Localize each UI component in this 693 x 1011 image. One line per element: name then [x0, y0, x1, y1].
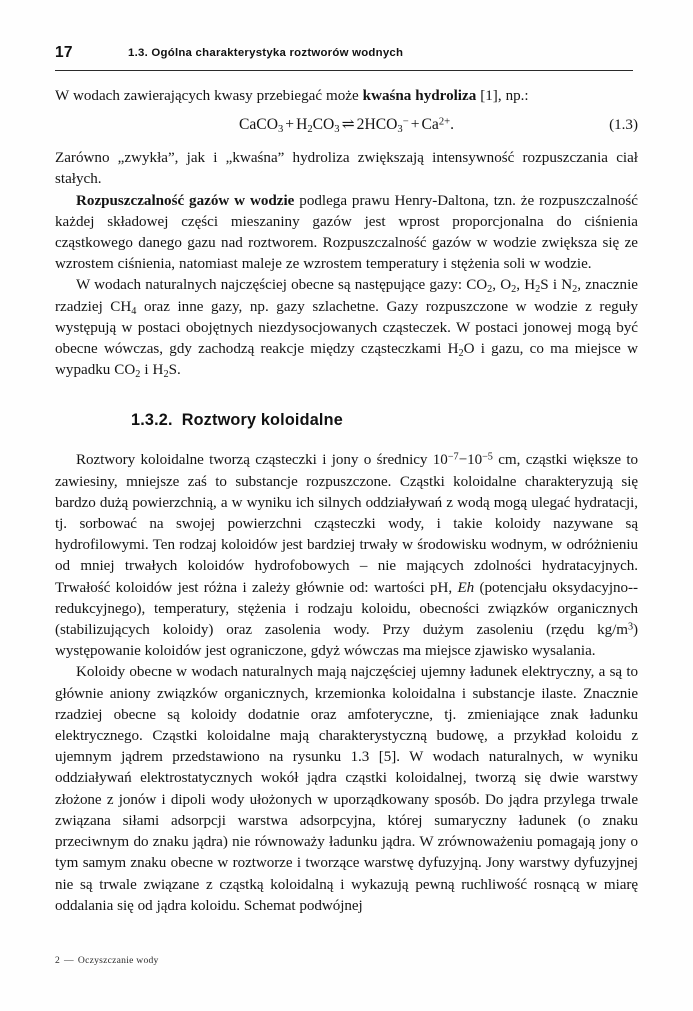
equation-number: (1.3)	[609, 117, 638, 134]
eq-hco3-sub: 3	[397, 124, 403, 136]
para-4-c: , H	[516, 277, 536, 294]
variable-eh: Eh	[457, 579, 475, 596]
eq-h2co3-sub-b: 3	[334, 124, 340, 136]
para-4-f: oraz inne gazy, np. gazy szlachetne. Gazy rozpuszczone w wodzie z reguły występują w postaci obojętnych niezdysocjowanych cząsteczek. W postaci jonowej mogą być obecne wówczas, gdy zachodzą reakcje między cząsteczkami H	[55, 298, 638, 358]
paragraph-acid-hydrolysis	[55, 86, 638, 107]
para-1-tail: [1], np.:	[476, 88, 529, 104]
co2-sub-2: 2	[135, 369, 141, 381]
section-heading-wrapper	[55, 411, 638, 430]
h2s-sub-2: 2	[163, 369, 169, 381]
colloid-b: 10	[467, 452, 483, 469]
para-1-lead: W wodach zawierających kwasy przebiegać może	[55, 88, 363, 104]
para-4-b: , O	[492, 277, 512, 294]
signature-title: Oczyszczanie wody	[77, 955, 159, 966]
running-head-title: 1.3. Ogólna charakterystyka roztworów wodnych	[128, 47, 404, 59]
eq-h2co3-h: H	[296, 116, 308, 134]
header-rule	[55, 70, 633, 71]
h2s-sub: 2	[535, 284, 541, 296]
eq-plus-1: +	[285, 116, 295, 134]
eq-ca-charge: 2+	[438, 116, 451, 128]
o2-sub: 2	[511, 284, 517, 296]
para-4-g: O i gazu, co ma miejsce w wypadku CO	[55, 341, 638, 379]
h2o-sub: 2	[458, 347, 464, 359]
term-kwasna-hydroliza: kwaśna hydroliza	[362, 88, 477, 104]
para-4-h: i H	[140, 362, 164, 379]
eq-equilibrium-arrow: ⇌	[341, 116, 355, 134]
colloid-d: (potencjału oksydacyjno--redukcyjnego), temperatury, stężenia i rodzaju koloidu, obecności związków organicznych (stabilizujących koloidy) oraz zasolenia wody. Przy dużym zasoleniu (rzędu kg/m	[55, 579, 638, 639]
eq-caco3: CaCO	[238, 116, 278, 134]
eq-h2co3-co: CO	[312, 116, 335, 134]
section-number: 1.3.2.	[131, 411, 173, 430]
equation-1-3	[55, 115, 638, 134]
para-4-i: S.	[168, 362, 181, 379]
colloid-e: ) występowanie koloidów jest ograniczone, gdyż wówczas ma miejsce zjawisko wysalania.	[55, 622, 638, 660]
colloid-c: cm, cząstki większe to zawiesiny, mniejsze zaś to substancje rozpuszczone. Cząstki koloidalne charakteryzują się bardzo dużą powierzchnią, a w wyniku ich silnych oddziaływań z wodą mogą ulegać hydratacji, tj. sorbować na swojej powierzchni cząsteczki wody, i takie koloidy nazywane są hydrofilowymi. Ten rodzaj koloidów jest bardziej trwały w środowisku wodnym, w odróżnieniu od mniej trwałych koloidów hydrofobowych – nie mających zdolności hydratacyjnych. Trwałość koloidów jest różna i zależy głównie od: wartości pH,	[55, 452, 639, 596]
signature-mark	[55, 955, 159, 966]
range-dash: −	[458, 452, 468, 469]
para-4-e: , znacznie rzadziej CH	[55, 277, 638, 315]
exponent-minus-5: −5	[482, 452, 493, 464]
paragraph-colloid-charge: Koloidy obecne w wodach naturalnych mają najczęściej ujemny ładunek elektryczny, a są to głównie aniony związków organicznych, krzemionka koloidalna i substancje ilaste. Znacznie rzadziej obecne są koloidy dodatnie oraz amfoteryczne, tj. zmieniające znak ładunku elektrycznego. Cząstki koloidalne mają charakterystyczną budowę, a przykład koloidu z ujemnym jądrem przedstawiono na rysunku 1.3 [5]. W wodach naturalnych, w wyniku oddziaływań elektrostatycznych wokół jądra cząstki koloidalnej, tworzą się dwie warstwy złożone z jonów i dipoli wody ułożonych w uporządkowany sposób. Do jądra przylega trwale związana siłami adsorpcji warstwa adsorpcyjna, której sumaryczny ładunek (o znaku przeciwnym do znaku jądra) nie równoważy ładunku jądra. W zrównoważeniu pomagają jony o tym samym znaku obecne w roztworze i tworzące warstwę dyfuzyjną. Jony warstwy dyfuzyjnej nie są trwale związane z cząstką koloidalną i wykazują pewną ruchliwość rosnącą w miarę oddalania się od jądra koloidu. Schemat podwójnej	[55, 664, 638, 914]
ch4-sub: 4	[131, 305, 137, 317]
co2-sub: 2	[487, 284, 493, 296]
paragraph-colloid-definition	[55, 450, 638, 662]
eq-ca: Ca	[421, 116, 439, 134]
para-4-d: S i N	[540, 277, 573, 294]
eq-plus-2: +	[410, 116, 420, 134]
para-4-a: W wodach naturalnych najczęściej obecne są następujące gazy: CO	[76, 277, 488, 294]
page-body	[55, 86, 638, 917]
eq-hco3-coefficient: 2	[356, 116, 365, 134]
signature-number: 2	[55, 955, 61, 966]
eq-period: .	[450, 116, 454, 134]
term-rozpuszczalnosc-gazow: Rozpuszczalność gazów w wodzie	[76, 192, 295, 209]
exponent-minus-7: −7	[447, 452, 459, 464]
running-head	[55, 44, 638, 70]
eq-caco3-sub: 3	[277, 124, 284, 136]
display-equation-row	[55, 111, 638, 145]
paragraph-hydrolysis-summary: Zarówno „zwykła”, jak i „kwaśna” hydroliza zwiększają intensywność rozpuszczania ciał stałych.	[55, 150, 638, 188]
eq-h2co3-sub-a: 2	[307, 124, 313, 136]
para-3-text: podlega prawu Henry-Daltona, tzn. że rozpuszczalność każdej składowej części mieszaniny gazów jest wprost proporcjonalna do ciśnienia cząstkowego danego gazu nad roztworem. Rozpuszczalność gazów w wodzie zwiększa się ze wzrostem ciśnienia, natomiast maleje ze wzrostem temperatury i stężenia soli w wodzie.	[55, 192, 638, 273]
eq-hco3: HCO	[364, 116, 398, 134]
paragraph-gas-solubility	[55, 191, 638, 276]
signature-dash: —	[64, 955, 74, 966]
paragraph-natural-water-gases	[55, 275, 638, 381]
n2-sub: 2	[572, 284, 578, 296]
exponent-cubic: 3	[627, 621, 634, 633]
colloid-a: Roztwory koloidalne tworzą cząsteczki i jony o średnicy 10	[76, 452, 448, 469]
eq-hco3-charge: −	[402, 116, 409, 128]
section-heading	[131, 411, 638, 430]
section-title: Roztwory koloidalne	[181, 411, 343, 430]
page-number: 17	[55, 44, 73, 61]
